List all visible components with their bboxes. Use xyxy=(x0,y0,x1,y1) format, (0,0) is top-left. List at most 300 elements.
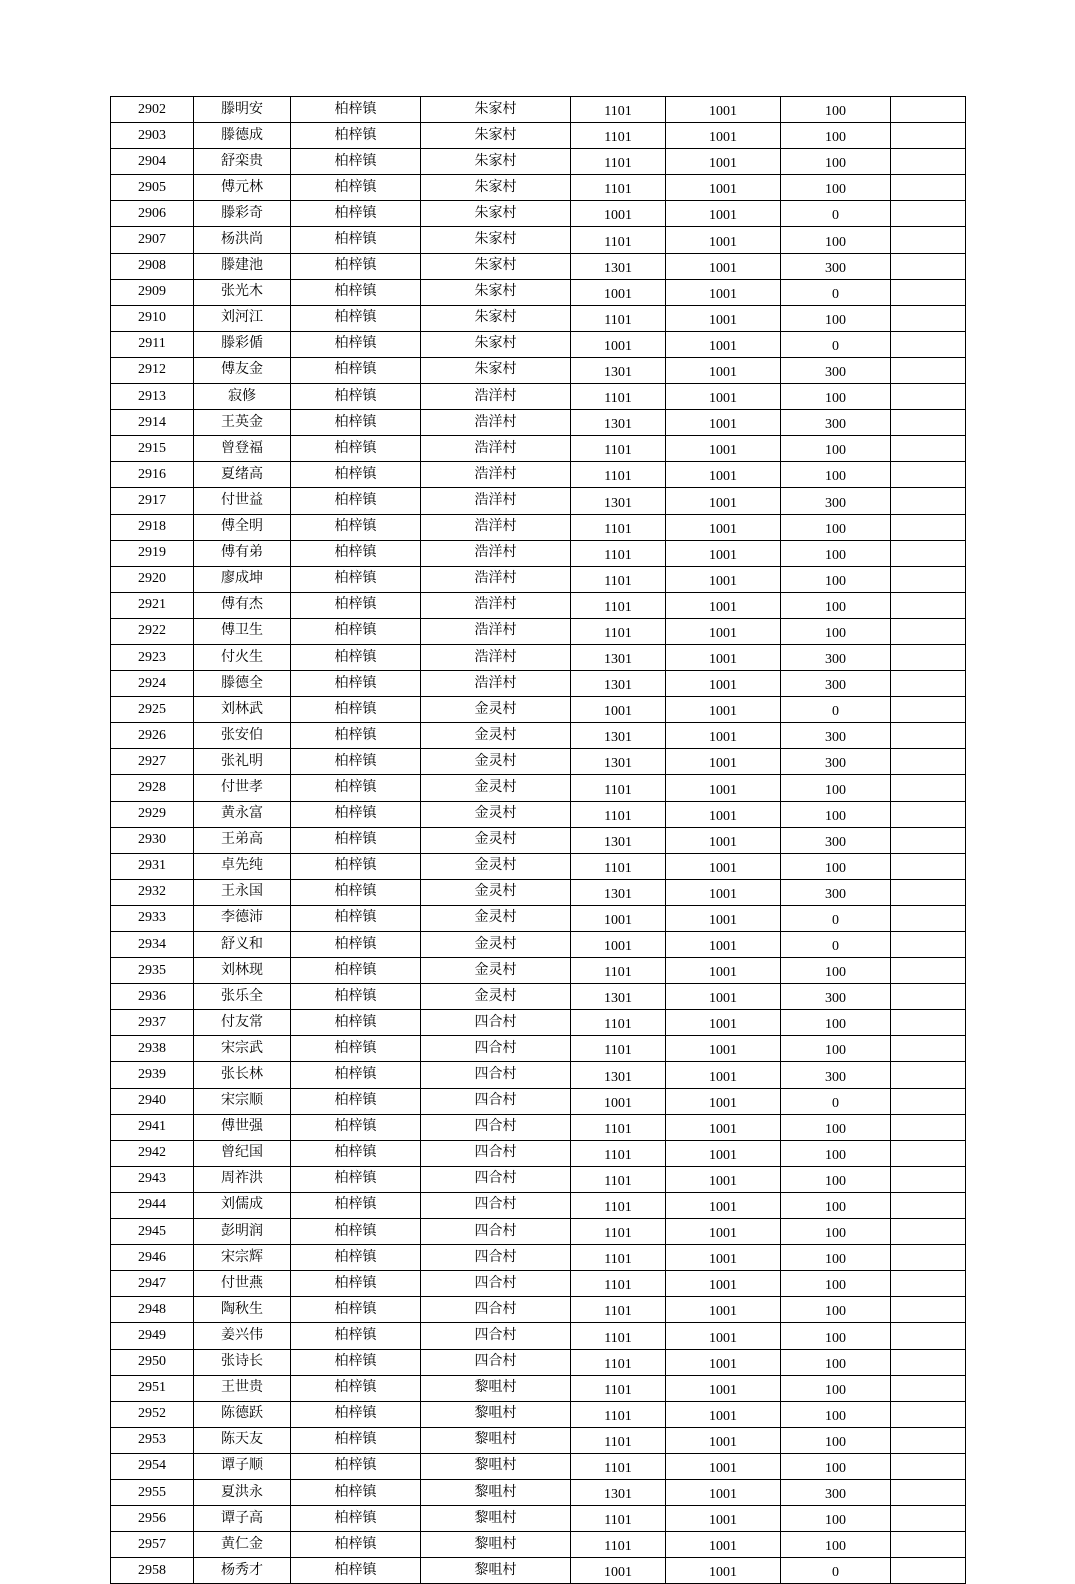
town-cell: 柏梓镇 xyxy=(291,149,421,175)
value-a-cell: 1301 xyxy=(571,984,666,1010)
blank-cell xyxy=(891,1219,966,1245)
blank-cell xyxy=(891,1479,966,1505)
value-a-cell: 1101 xyxy=(571,1140,666,1166)
row-number-cell: 2933 xyxy=(111,905,194,931)
row-number-cell: 2952 xyxy=(111,1401,194,1427)
table-row xyxy=(111,1323,966,1349)
blank-cell xyxy=(891,1427,966,1453)
row-number-cell: 2927 xyxy=(111,749,194,775)
table-row xyxy=(111,1166,966,1192)
roster-table-body xyxy=(111,97,966,1584)
blank-cell xyxy=(891,905,966,931)
value-a-cell: 1101 xyxy=(571,175,666,201)
value-b-cell: 1001 xyxy=(666,723,781,749)
row-number-cell: 2953 xyxy=(111,1427,194,1453)
blank-cell xyxy=(891,410,966,436)
value-b-cell: 1001 xyxy=(666,1506,781,1532)
blank-cell xyxy=(891,488,966,514)
town-cell: 柏梓镇 xyxy=(291,201,421,227)
value-b-cell: 1001 xyxy=(666,644,781,670)
value-b-cell: 1001 xyxy=(666,1532,781,1558)
blank-cell xyxy=(891,175,966,201)
village-cell: 金灵村 xyxy=(421,984,571,1010)
value-a-cell: 1101 xyxy=(571,592,666,618)
row-number-cell: 2924 xyxy=(111,671,194,697)
row-number-cell: 2908 xyxy=(111,253,194,279)
value-a-cell: 1101 xyxy=(571,1375,666,1401)
value-c-cell: 100 xyxy=(781,305,891,331)
blank-cell xyxy=(891,279,966,305)
value-b-cell: 1001 xyxy=(666,540,781,566)
village-cell: 金灵村 xyxy=(421,723,571,749)
value-a-cell: 1101 xyxy=(571,1532,666,1558)
town-cell: 柏梓镇 xyxy=(291,227,421,253)
value-c-cell: 300 xyxy=(781,984,891,1010)
name-cell: 姜兴伟 xyxy=(194,1323,291,1349)
value-b-cell: 1001 xyxy=(666,175,781,201)
value-a-cell: 1101 xyxy=(571,540,666,566)
village-cell: 四合村 xyxy=(421,1297,571,1323)
row-number-cell: 2920 xyxy=(111,566,194,592)
name-cell: 刘河江 xyxy=(194,305,291,331)
table-row xyxy=(111,1479,966,1505)
town-cell: 柏梓镇 xyxy=(291,1401,421,1427)
value-a-cell: 1001 xyxy=(571,697,666,723)
table-row xyxy=(111,1297,966,1323)
village-cell: 四合村 xyxy=(421,1192,571,1218)
row-number-cell: 2904 xyxy=(111,149,194,175)
value-b-cell: 1001 xyxy=(666,1297,781,1323)
value-b-cell: 1001 xyxy=(666,1401,781,1427)
name-cell: 付世燕 xyxy=(194,1271,291,1297)
value-b-cell: 1001 xyxy=(666,279,781,305)
value-b-cell: 1001 xyxy=(666,149,781,175)
blank-cell xyxy=(891,253,966,279)
value-a-cell: 1101 xyxy=(571,305,666,331)
row-number-cell: 2941 xyxy=(111,1114,194,1140)
row-number-cell: 2913 xyxy=(111,384,194,410)
blank-cell xyxy=(891,879,966,905)
name-cell: 张礼明 xyxy=(194,749,291,775)
blank-cell xyxy=(891,697,966,723)
value-c-cell: 100 xyxy=(781,1506,891,1532)
village-cell: 朱家村 xyxy=(421,123,571,149)
name-cell: 宋宗顺 xyxy=(194,1088,291,1114)
value-c-cell: 300 xyxy=(781,1479,891,1505)
value-b-cell: 1001 xyxy=(666,749,781,775)
blank-cell xyxy=(891,201,966,227)
town-cell: 柏梓镇 xyxy=(291,775,421,801)
table-row xyxy=(111,1114,966,1140)
village-cell: 四合村 xyxy=(421,1323,571,1349)
value-a-cell: 1101 xyxy=(571,436,666,462)
table-row xyxy=(111,879,966,905)
value-b-cell: 1001 xyxy=(666,853,781,879)
name-cell: 刘林武 xyxy=(194,697,291,723)
village-cell: 朱家村 xyxy=(421,201,571,227)
row-number-cell: 2914 xyxy=(111,410,194,436)
row-number-cell: 2956 xyxy=(111,1506,194,1532)
value-c-cell: 0 xyxy=(781,201,891,227)
table-row xyxy=(111,201,966,227)
table-row xyxy=(111,592,966,618)
town-cell: 柏梓镇 xyxy=(291,253,421,279)
table-row xyxy=(111,749,966,775)
table-row xyxy=(111,1140,966,1166)
value-b-cell: 1001 xyxy=(666,1558,781,1584)
table-row xyxy=(111,410,966,436)
blank-cell xyxy=(891,1532,966,1558)
name-cell: 黄永富 xyxy=(194,801,291,827)
village-cell: 浩洋村 xyxy=(421,410,571,436)
town-cell: 柏梓镇 xyxy=(291,488,421,514)
town-cell: 柏梓镇 xyxy=(291,357,421,383)
value-b-cell: 1001 xyxy=(666,462,781,488)
village-cell: 朱家村 xyxy=(421,305,571,331)
village-cell: 四合村 xyxy=(421,1062,571,1088)
name-cell: 傅世强 xyxy=(194,1114,291,1140)
value-c-cell: 0 xyxy=(781,331,891,357)
value-a-cell: 1001 xyxy=(571,932,666,958)
row-number-cell: 2936 xyxy=(111,984,194,1010)
value-a-cell: 1301 xyxy=(571,253,666,279)
value-a-cell: 1101 xyxy=(571,123,666,149)
row-number-cell: 2917 xyxy=(111,488,194,514)
name-cell: 李德沛 xyxy=(194,905,291,931)
row-number-cell: 2909 xyxy=(111,279,194,305)
blank-cell xyxy=(891,1401,966,1427)
row-number-cell: 2930 xyxy=(111,827,194,853)
blank-cell xyxy=(891,827,966,853)
value-a-cell: 1101 xyxy=(571,566,666,592)
town-cell: 柏梓镇 xyxy=(291,958,421,984)
village-cell: 金灵村 xyxy=(421,958,571,984)
value-c-cell: 0 xyxy=(781,932,891,958)
village-cell: 黎咀村 xyxy=(421,1479,571,1505)
value-a-cell: 1301 xyxy=(571,671,666,697)
value-b-cell: 1001 xyxy=(666,227,781,253)
name-cell: 宋宗武 xyxy=(194,1036,291,1062)
blank-cell xyxy=(891,97,966,123)
value-b-cell: 1001 xyxy=(666,905,781,931)
table-row xyxy=(111,1427,966,1453)
value-c-cell: 100 xyxy=(781,566,891,592)
value-a-cell: 1301 xyxy=(571,488,666,514)
row-number-cell: 2905 xyxy=(111,175,194,201)
town-cell: 柏梓镇 xyxy=(291,1532,421,1558)
value-c-cell: 100 xyxy=(781,1166,891,1192)
town-cell: 柏梓镇 xyxy=(291,801,421,827)
row-number-cell: 2921 xyxy=(111,592,194,618)
value-c-cell: 100 xyxy=(781,384,891,410)
village-cell: 朱家村 xyxy=(421,279,571,305)
town-cell: 柏梓镇 xyxy=(291,644,421,670)
blank-cell xyxy=(891,123,966,149)
village-cell: 金灵村 xyxy=(421,853,571,879)
value-a-cell: 1301 xyxy=(571,1479,666,1505)
town-cell: 柏梓镇 xyxy=(291,305,421,331)
value-b-cell: 1001 xyxy=(666,97,781,123)
town-cell: 柏梓镇 xyxy=(291,436,421,462)
name-cell: 付世益 xyxy=(194,488,291,514)
village-cell: 朱家村 xyxy=(421,253,571,279)
row-number-cell: 2943 xyxy=(111,1166,194,1192)
village-cell: 黎咀村 xyxy=(421,1401,571,1427)
name-cell: 曾纪国 xyxy=(194,1140,291,1166)
table-row xyxy=(111,1453,966,1479)
blank-cell xyxy=(891,305,966,331)
value-a-cell: 1101 xyxy=(571,775,666,801)
table-row xyxy=(111,1036,966,1062)
value-c-cell: 100 xyxy=(781,853,891,879)
town-cell: 柏梓镇 xyxy=(291,384,421,410)
value-b-cell: 1001 xyxy=(666,410,781,436)
value-a-cell: 1101 xyxy=(571,1427,666,1453)
value-a-cell: 1101 xyxy=(571,1166,666,1192)
value-c-cell: 0 xyxy=(781,697,891,723)
value-b-cell: 1001 xyxy=(666,305,781,331)
value-b-cell: 1001 xyxy=(666,1140,781,1166)
town-cell: 柏梓镇 xyxy=(291,462,421,488)
value-c-cell: 0 xyxy=(781,1558,891,1584)
name-cell: 傅全明 xyxy=(194,514,291,540)
row-number-cell: 2949 xyxy=(111,1323,194,1349)
value-c-cell: 0 xyxy=(781,905,891,931)
village-cell: 朱家村 xyxy=(421,331,571,357)
value-c-cell: 100 xyxy=(781,1271,891,1297)
blank-cell xyxy=(891,749,966,775)
town-cell: 柏梓镇 xyxy=(291,566,421,592)
value-c-cell: 100 xyxy=(781,436,891,462)
value-b-cell: 1001 xyxy=(666,1349,781,1375)
table-row xyxy=(111,227,966,253)
town-cell: 柏梓镇 xyxy=(291,592,421,618)
town-cell: 柏梓镇 xyxy=(291,410,421,436)
name-cell: 王永国 xyxy=(194,879,291,905)
blank-cell xyxy=(891,1245,966,1271)
village-cell: 金灵村 xyxy=(421,697,571,723)
value-c-cell: 100 xyxy=(781,1219,891,1245)
value-c-cell: 100 xyxy=(781,592,891,618)
blank-cell xyxy=(891,1506,966,1532)
blank-cell xyxy=(891,984,966,1010)
value-b-cell: 1001 xyxy=(666,1271,781,1297)
value-a-cell: 1101 xyxy=(571,958,666,984)
value-a-cell: 1301 xyxy=(571,644,666,670)
row-number-cell: 2944 xyxy=(111,1192,194,1218)
row-number-cell: 2935 xyxy=(111,958,194,984)
value-b-cell: 1001 xyxy=(666,1192,781,1218)
value-a-cell: 1101 xyxy=(571,853,666,879)
value-a-cell: 1101 xyxy=(571,1036,666,1062)
value-a-cell: 1301 xyxy=(571,410,666,436)
value-c-cell: 100 xyxy=(781,958,891,984)
row-number-cell: 2955 xyxy=(111,1479,194,1505)
table-row xyxy=(111,279,966,305)
row-number-cell: 2957 xyxy=(111,1532,194,1558)
value-b-cell: 1001 xyxy=(666,1088,781,1114)
name-cell: 夏绪高 xyxy=(194,462,291,488)
village-cell: 黎咀村 xyxy=(421,1532,571,1558)
village-cell: 金灵村 xyxy=(421,775,571,801)
value-a-cell: 1101 xyxy=(571,462,666,488)
row-number-cell: 2907 xyxy=(111,227,194,253)
town-cell: 柏梓镇 xyxy=(291,1088,421,1114)
blank-cell xyxy=(891,723,966,749)
table-row xyxy=(111,331,966,357)
table-row xyxy=(111,1506,966,1532)
value-b-cell: 1001 xyxy=(666,984,781,1010)
name-cell: 卓先纯 xyxy=(194,853,291,879)
blank-cell xyxy=(891,149,966,175)
name-cell: 王英金 xyxy=(194,410,291,436)
name-cell: 滕德成 xyxy=(194,123,291,149)
table-row xyxy=(111,384,966,410)
village-cell: 浩洋村 xyxy=(421,488,571,514)
value-b-cell: 1001 xyxy=(666,1375,781,1401)
name-cell: 滕明安 xyxy=(194,97,291,123)
value-a-cell: 1101 xyxy=(571,514,666,540)
town-cell: 柏梓镇 xyxy=(291,932,421,958)
town-cell: 柏梓镇 xyxy=(291,1036,421,1062)
value-b-cell: 1001 xyxy=(666,1453,781,1479)
village-cell: 黎咀村 xyxy=(421,1453,571,1479)
town-cell: 柏梓镇 xyxy=(291,1479,421,1505)
blank-cell xyxy=(891,1323,966,1349)
value-c-cell: 100 xyxy=(781,1401,891,1427)
value-a-cell: 1101 xyxy=(571,1297,666,1323)
name-cell: 陈天友 xyxy=(194,1427,291,1453)
value-c-cell: 100 xyxy=(781,1192,891,1218)
value-a-cell: 1001 xyxy=(571,1558,666,1584)
table-row xyxy=(111,1062,966,1088)
table-row xyxy=(111,1375,966,1401)
value-c-cell: 100 xyxy=(781,1532,891,1558)
blank-cell xyxy=(891,1010,966,1036)
row-number-cell: 2950 xyxy=(111,1349,194,1375)
row-number-cell: 2923 xyxy=(111,644,194,670)
name-cell: 廖成坤 xyxy=(194,566,291,592)
row-number-cell: 2918 xyxy=(111,514,194,540)
village-cell: 四合村 xyxy=(421,1349,571,1375)
value-b-cell: 1001 xyxy=(666,879,781,905)
row-number-cell: 2928 xyxy=(111,775,194,801)
value-c-cell: 300 xyxy=(781,410,891,436)
value-a-cell: 1001 xyxy=(571,279,666,305)
row-number-cell: 2939 xyxy=(111,1062,194,1088)
village-cell: 黎咀村 xyxy=(421,1375,571,1401)
blank-cell xyxy=(891,671,966,697)
village-cell: 浩洋村 xyxy=(421,644,571,670)
value-c-cell: 100 xyxy=(781,1375,891,1401)
town-cell: 柏梓镇 xyxy=(291,879,421,905)
name-cell: 滕彩奇 xyxy=(194,201,291,227)
name-cell: 王弟高 xyxy=(194,827,291,853)
village-cell: 浩洋村 xyxy=(421,566,571,592)
value-a-cell: 1101 xyxy=(571,1453,666,1479)
value-c-cell: 100 xyxy=(781,175,891,201)
table-row xyxy=(111,905,966,931)
town-cell: 柏梓镇 xyxy=(291,827,421,853)
table-row xyxy=(111,305,966,331)
row-number-cell: 2951 xyxy=(111,1375,194,1401)
village-cell: 金灵村 xyxy=(421,749,571,775)
value-c-cell: 300 xyxy=(781,1062,891,1088)
value-b-cell: 1001 xyxy=(666,671,781,697)
table-row xyxy=(111,97,966,123)
value-c-cell: 300 xyxy=(781,671,891,697)
name-cell: 黄仁金 xyxy=(194,1532,291,1558)
table-row xyxy=(111,1558,966,1584)
value-b-cell: 1001 xyxy=(666,1062,781,1088)
value-a-cell: 1101 xyxy=(571,384,666,410)
table-row xyxy=(111,566,966,592)
village-cell: 四合村 xyxy=(421,1219,571,1245)
value-a-cell: 1301 xyxy=(571,357,666,383)
table-row xyxy=(111,1532,966,1558)
value-a-cell: 1101 xyxy=(571,1271,666,1297)
value-a-cell: 1101 xyxy=(571,97,666,123)
value-c-cell: 300 xyxy=(781,253,891,279)
row-number-cell: 2938 xyxy=(111,1036,194,1062)
blank-cell xyxy=(891,932,966,958)
value-a-cell: 1101 xyxy=(571,1401,666,1427)
village-cell: 浩洋村 xyxy=(421,384,571,410)
value-a-cell: 1001 xyxy=(571,331,666,357)
town-cell: 柏梓镇 xyxy=(291,97,421,123)
town-cell: 柏梓镇 xyxy=(291,331,421,357)
town-cell: 柏梓镇 xyxy=(291,1140,421,1166)
town-cell: 柏梓镇 xyxy=(291,1219,421,1245)
name-cell: 傅卫生 xyxy=(194,618,291,644)
value-a-cell: 1101 xyxy=(571,1010,666,1036)
table-row xyxy=(111,827,966,853)
table-row xyxy=(111,671,966,697)
value-b-cell: 1001 xyxy=(666,123,781,149)
value-c-cell: 100 xyxy=(781,1427,891,1453)
value-a-cell: 1001 xyxy=(571,1088,666,1114)
village-cell: 金灵村 xyxy=(421,905,571,931)
blank-cell xyxy=(891,618,966,644)
town-cell: 柏梓镇 xyxy=(291,1427,421,1453)
value-c-cell: 100 xyxy=(781,1010,891,1036)
table-row xyxy=(111,958,966,984)
village-cell: 朱家村 xyxy=(421,227,571,253)
table-row xyxy=(111,436,966,462)
name-cell: 杨洪尚 xyxy=(194,227,291,253)
value-c-cell: 100 xyxy=(781,775,891,801)
row-number-cell: 2940 xyxy=(111,1088,194,1114)
town-cell: 柏梓镇 xyxy=(291,1166,421,1192)
row-number-cell: 2906 xyxy=(111,201,194,227)
row-number-cell: 2945 xyxy=(111,1219,194,1245)
village-cell: 金灵村 xyxy=(421,827,571,853)
table-row xyxy=(111,253,966,279)
village-cell: 浩洋村 xyxy=(421,436,571,462)
table-row xyxy=(111,514,966,540)
value-c-cell: 100 xyxy=(781,1297,891,1323)
name-cell: 张长林 xyxy=(194,1062,291,1088)
value-a-cell: 1101 xyxy=(571,1506,666,1532)
table-row xyxy=(111,644,966,670)
blank-cell xyxy=(891,1297,966,1323)
value-b-cell: 1001 xyxy=(666,331,781,357)
table-row xyxy=(111,149,966,175)
town-cell: 柏梓镇 xyxy=(291,279,421,305)
value-c-cell: 100 xyxy=(781,1245,891,1271)
row-number-cell: 2911 xyxy=(111,331,194,357)
blank-cell xyxy=(891,1349,966,1375)
